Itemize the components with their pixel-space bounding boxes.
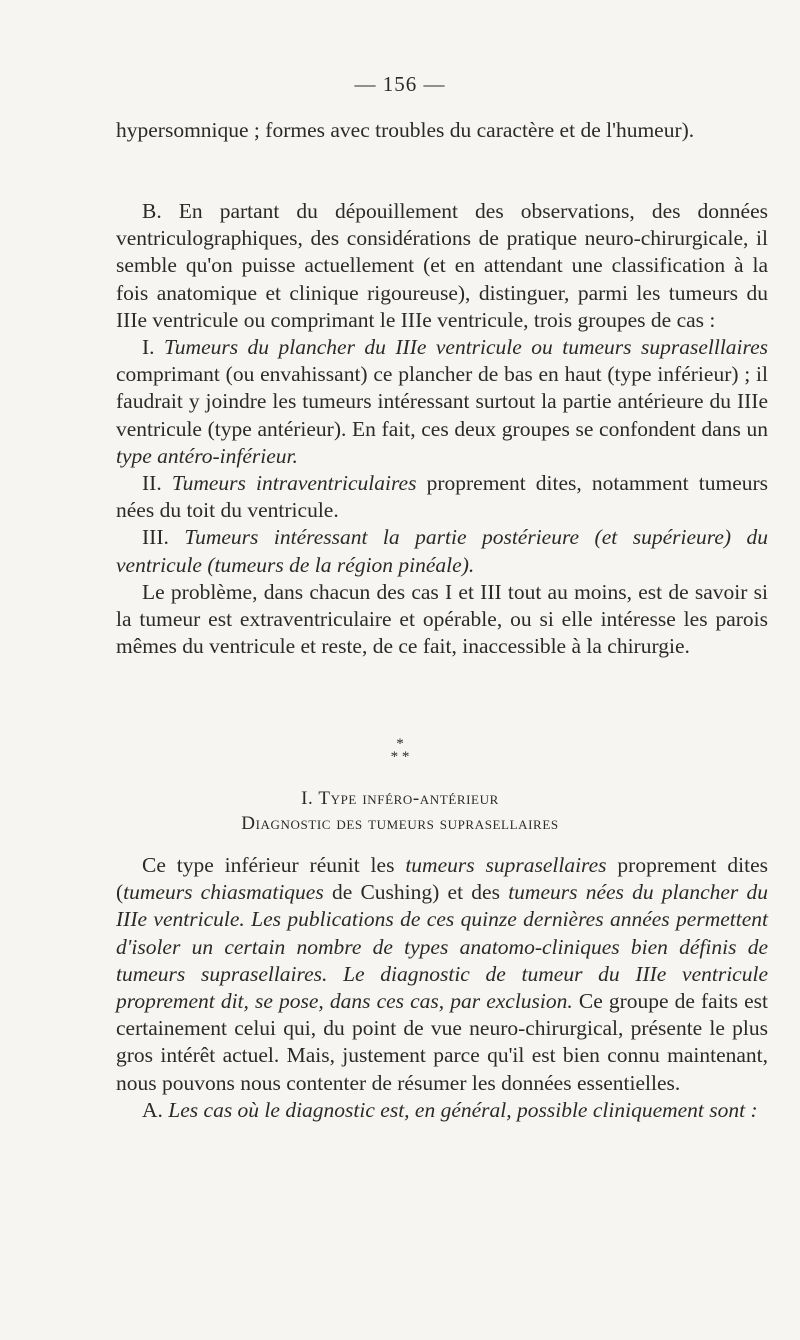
group-1-type: type antéro-inférieur. xyxy=(116,443,298,468)
page-number: — 156 — xyxy=(354,72,446,96)
paragraph-type-text-3: de Cushing) et des xyxy=(331,880,500,905)
asterism-bottom: * * xyxy=(390,749,410,765)
group-3-label: III. xyxy=(142,525,169,550)
group-2-paragraph xyxy=(116,470,768,524)
paragraph-a xyxy=(116,1097,768,1124)
paragraph-type xyxy=(116,852,768,1097)
paragraph-b: B. En partant du dépouillement des observations, des données ventriculographiques, des considérations de pratique neuro-chirurgicale, il semble qu'on puisse actuellement (et en attendant une classification à la fois anatomique et clinique rigoureuse), distinguer, parmi les tumeurs du IIIe ventricule ou comprimant le IIIe ventricule, trois groupes de cas : xyxy=(116,199,768,332)
paragraph-type-text-4: Ce groupe de faits est certainement celui qui, du point de vue neuro-chirurgical, présente le plus gros intérêt actuel. Mais, justement parce qu'il est bien connu maintenant, nous pouvons nous contenter de résumer les données essentielles. xyxy=(116,989,769,1095)
paragraph-type-text-1: Ce type inférieur réunit les xyxy=(142,853,395,877)
section-heading-2: Diagnostic des tumeurs suprasellaires xyxy=(241,813,559,834)
paragraph-a-label: A. xyxy=(142,1097,163,1122)
text-block-main xyxy=(116,198,768,660)
group-2-label: II. xyxy=(142,471,162,496)
group-3-paragraph xyxy=(116,524,768,578)
text-block-bottom xyxy=(116,852,768,1124)
section-heading-1: I. Type inféro-antérieur xyxy=(301,788,499,809)
asterism xyxy=(0,738,800,764)
group-1-title: Tumeurs du plancher du IIIe ventricule ou tumeurs supraselllaires xyxy=(164,335,768,360)
paragraph-type-italic-3: tumeurs nées du plancher du IIIe ventricule. Les publications de ces quinze dernières années permettent d'isoler un certain nombre de types anatomo-cliniques bien définis de tumeurs suprasellaires. Le diagnostic de tumeur du IIIe ventricule proprement dit, se pose, dans ces cas, par exclusion. xyxy=(116,880,769,1014)
group-2-title: Tumeurs intraventriculaires xyxy=(171,471,417,496)
paragraph-a-text: Les cas où le diagnostic est, en général, possible cliniquement sont : xyxy=(168,1097,758,1122)
paragraph-continued: hypersomnique ; formes avec troubles du caractère et de l'humeur). xyxy=(116,118,695,142)
group-1-label: I. xyxy=(142,335,155,360)
asterism-top: * xyxy=(396,736,404,752)
group-3-title: Tumeurs intéressant la partie postérieure (et supérieure) du ventricule (tumeurs de la région pinéale). xyxy=(116,525,768,577)
text-block-top xyxy=(116,117,768,144)
group-2-text: proprement dites, notamment tumeurs nées du toit du ventricule. xyxy=(116,471,769,523)
paragraph-type-text-2: proprement dites ( xyxy=(116,853,768,905)
paragraph-problem: Le problème, dans chacun des cas I et III tout au moins, est de savoir si la tumeur est extraventriculaire et opérable, ou si elle intéresse les parois mêmes du ventricule et reste, de ce fait, inaccessible à la chirurgie. xyxy=(116,579,768,659)
paragraph-type-italic-1: tumeurs suprasellaires xyxy=(405,853,607,877)
paragraph-type-italic-2: tumeurs chiasmatiques xyxy=(123,880,324,905)
group-1-text: comprimant (ou envahissant) ce plancher de bas en haut (type inférieur) ; il faudrait y joindre les tumeurs intéressant surtout la partie antérieure du IIIe ventricule (type antérieur). En fait, ces deux groupes se confondent dans un xyxy=(116,362,768,441)
group-1-paragraph xyxy=(116,334,768,470)
